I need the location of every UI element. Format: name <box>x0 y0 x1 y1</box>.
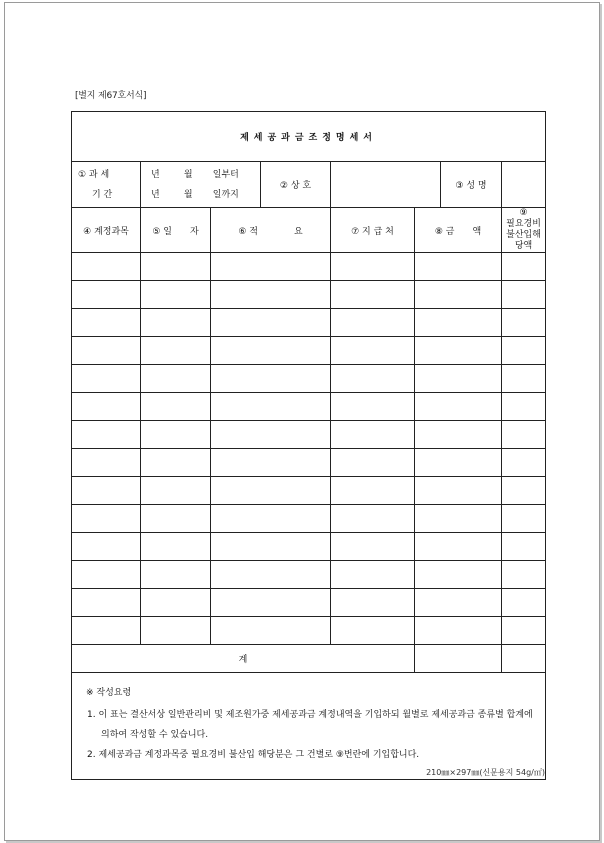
table-row <box>72 393 546 421</box>
table-cell[interactable] <box>331 337 415 365</box>
table-cell[interactable] <box>331 393 415 421</box>
from-day: 일부터 <box>212 169 239 180</box>
table-cell[interactable] <box>211 617 331 645</box>
table-row <box>72 253 546 281</box>
table-cell[interactable] <box>331 477 415 505</box>
table-cell[interactable] <box>502 421 546 449</box>
instructions <box>72 673 546 780</box>
table-cell[interactable] <box>415 281 502 309</box>
table-cell[interactable] <box>415 309 502 337</box>
table-cell[interactable] <box>502 365 546 393</box>
table-cell[interactable] <box>72 449 141 477</box>
to-year: 년 <box>151 189 160 200</box>
table-cell[interactable] <box>211 533 331 561</box>
table-cell[interactable] <box>141 253 211 281</box>
table-cell[interactable] <box>211 449 331 477</box>
table-cell[interactable] <box>72 421 141 449</box>
table-cell[interactable] <box>331 421 415 449</box>
period-label-line1: ① 과 세 <box>78 169 110 180</box>
table-cell[interactable] <box>331 561 415 589</box>
table-cell[interactable] <box>72 477 141 505</box>
table-cell[interactable] <box>502 281 546 309</box>
table-row <box>72 533 546 561</box>
table-cell[interactable] <box>72 365 141 393</box>
table-cell[interactable] <box>141 365 211 393</box>
col-summary: ⑥ 적 요 <box>211 208 331 253</box>
table-cell[interactable] <box>502 561 546 589</box>
table-cell[interactable] <box>502 533 546 561</box>
table-cell[interactable] <box>141 449 211 477</box>
table-cell[interactable] <box>331 505 415 533</box>
to-day: 일까지 <box>212 189 239 200</box>
table-row <box>72 505 546 533</box>
table-cell[interactable] <box>331 589 415 617</box>
table-cell[interactable] <box>211 337 331 365</box>
table-cell[interactable] <box>331 365 415 393</box>
col-nondeductible-line1: 필요경비 <box>506 219 541 229</box>
table-cell[interactable] <box>415 505 502 533</box>
table-cell[interactable] <box>141 477 211 505</box>
table-cell[interactable] <box>331 309 415 337</box>
period-label <box>72 162 141 208</box>
table-cell[interactable] <box>415 393 502 421</box>
table-cell[interactable] <box>415 477 502 505</box>
table-cell[interactable] <box>141 589 211 617</box>
table-row <box>72 449 546 477</box>
from-month: 월 <box>183 169 193 180</box>
table-cell[interactable] <box>502 309 546 337</box>
table-cell[interactable] <box>141 309 211 337</box>
table-cell[interactable] <box>72 393 141 421</box>
table-cell[interactable] <box>331 617 415 645</box>
table-cell[interactable] <box>211 281 331 309</box>
period-field[interactable] <box>141 162 261 208</box>
table-row <box>72 477 546 505</box>
instruction-item-2: 2. 제세공과금 계정과목중 필요경비 불산입 해당분은 그 건별로 ⑨번란에 기입합니다. <box>87 750 420 760</box>
table-cell[interactable] <box>72 617 141 645</box>
table-cell[interactable] <box>415 421 502 449</box>
tax-adjustment-form <box>71 111 546 780</box>
table-cell[interactable] <box>211 309 331 337</box>
table-cell[interactable] <box>415 589 502 617</box>
table-cell[interactable] <box>72 561 141 589</box>
table-cell[interactable] <box>211 393 331 421</box>
instruction-item-1: 1. 이 표는 결산서상 일반관리비 및 제조원가중 제세공과금 계정내역을 기입하되 월별로 제세공과금 종류별 합계에 의하여 작성할 수 있습니다. <box>87 710 533 740</box>
table-cell[interactable] <box>141 421 211 449</box>
table-cell[interactable] <box>331 533 415 561</box>
table-cell[interactable] <box>211 253 331 281</box>
table-cell[interactable] <box>502 589 546 617</box>
data-rows <box>72 253 546 645</box>
table-cell[interactable] <box>211 561 331 589</box>
table-cell[interactable] <box>502 505 546 533</box>
total-amount-field[interactable] <box>415 645 502 673</box>
to-month: 월 <box>183 189 193 200</box>
period-label-line2: 기 간 <box>92 189 113 200</box>
table-cell[interactable] <box>502 617 546 645</box>
paper-spec: 210㎜×297㎜(신문용지 54g/㎡) <box>426 768 545 777</box>
col-nondeductible <box>502 208 546 253</box>
table-cell[interactable] <box>415 253 502 281</box>
table-cell[interactable] <box>415 533 502 561</box>
col-amount: ⑧ 금 액 <box>415 208 502 253</box>
col-payee: ⑦ 지 급 처 <box>331 208 415 253</box>
table-row <box>72 337 546 365</box>
table-cell[interactable] <box>141 617 211 645</box>
table-cell[interactable] <box>141 533 211 561</box>
from-year: 년 <box>151 169 160 180</box>
table-cell[interactable] <box>72 253 141 281</box>
total-nondeductible-field[interactable] <box>502 645 546 673</box>
total-label: 계 <box>72 645 415 673</box>
table-cell[interactable] <box>141 393 211 421</box>
table-cell[interactable] <box>211 421 331 449</box>
table-cell[interactable] <box>72 589 141 617</box>
col-date: ⑤ 일 자 <box>141 208 211 253</box>
table-cell[interactable] <box>415 617 502 645</box>
table-cell[interactable] <box>415 449 502 477</box>
form-number: [별지 제67호서식] <box>75 91 147 101</box>
table-cell[interactable] <box>502 337 546 365</box>
table-row <box>72 561 546 589</box>
form-title: 제세공과금조정명세서 <box>72 112 546 162</box>
table-cell[interactable] <box>331 449 415 477</box>
name-label: ③ 성 명 <box>441 162 502 208</box>
name-field[interactable] <box>502 162 546 208</box>
table-cell[interactable] <box>415 365 502 393</box>
table-row <box>72 309 546 337</box>
table-cell[interactable] <box>141 505 211 533</box>
table-cell[interactable] <box>211 505 331 533</box>
table-cell[interactable] <box>211 477 331 505</box>
table-row <box>72 589 546 617</box>
table-row <box>72 365 546 393</box>
company-field[interactable] <box>331 162 441 208</box>
table-row <box>72 281 546 309</box>
table-cell[interactable] <box>502 253 546 281</box>
col-nondeductible-number: ⑨ <box>519 208 528 218</box>
company-label: ② 상 호 <box>261 162 331 208</box>
col-nondeductible-line2: 불산입해당액 <box>506 230 541 251</box>
table-cell[interactable] <box>72 337 141 365</box>
document-page <box>4 2 600 841</box>
table-cell[interactable] <box>72 309 141 337</box>
table-cell[interactable] <box>72 281 141 309</box>
table-cell[interactable] <box>72 505 141 533</box>
table-cell[interactable] <box>415 561 502 589</box>
table-cell[interactable] <box>211 589 331 617</box>
table-cell[interactable] <box>141 281 211 309</box>
table-cell[interactable] <box>502 449 546 477</box>
table-cell[interactable] <box>502 393 546 421</box>
instructions-heading: ※ 작성요령 <box>86 688 132 698</box>
table-cell[interactable] <box>415 337 502 365</box>
table-cell[interactable] <box>141 561 211 589</box>
table-cell[interactable] <box>211 365 331 393</box>
table-cell[interactable] <box>331 253 415 281</box>
table-cell[interactable] <box>502 477 546 505</box>
table-cell[interactable] <box>141 337 211 365</box>
table-cell[interactable] <box>72 533 141 561</box>
table-cell[interactable] <box>331 281 415 309</box>
table-row <box>72 421 546 449</box>
table-row <box>72 617 546 645</box>
col-account: ④ 계정과목 <box>72 208 141 253</box>
